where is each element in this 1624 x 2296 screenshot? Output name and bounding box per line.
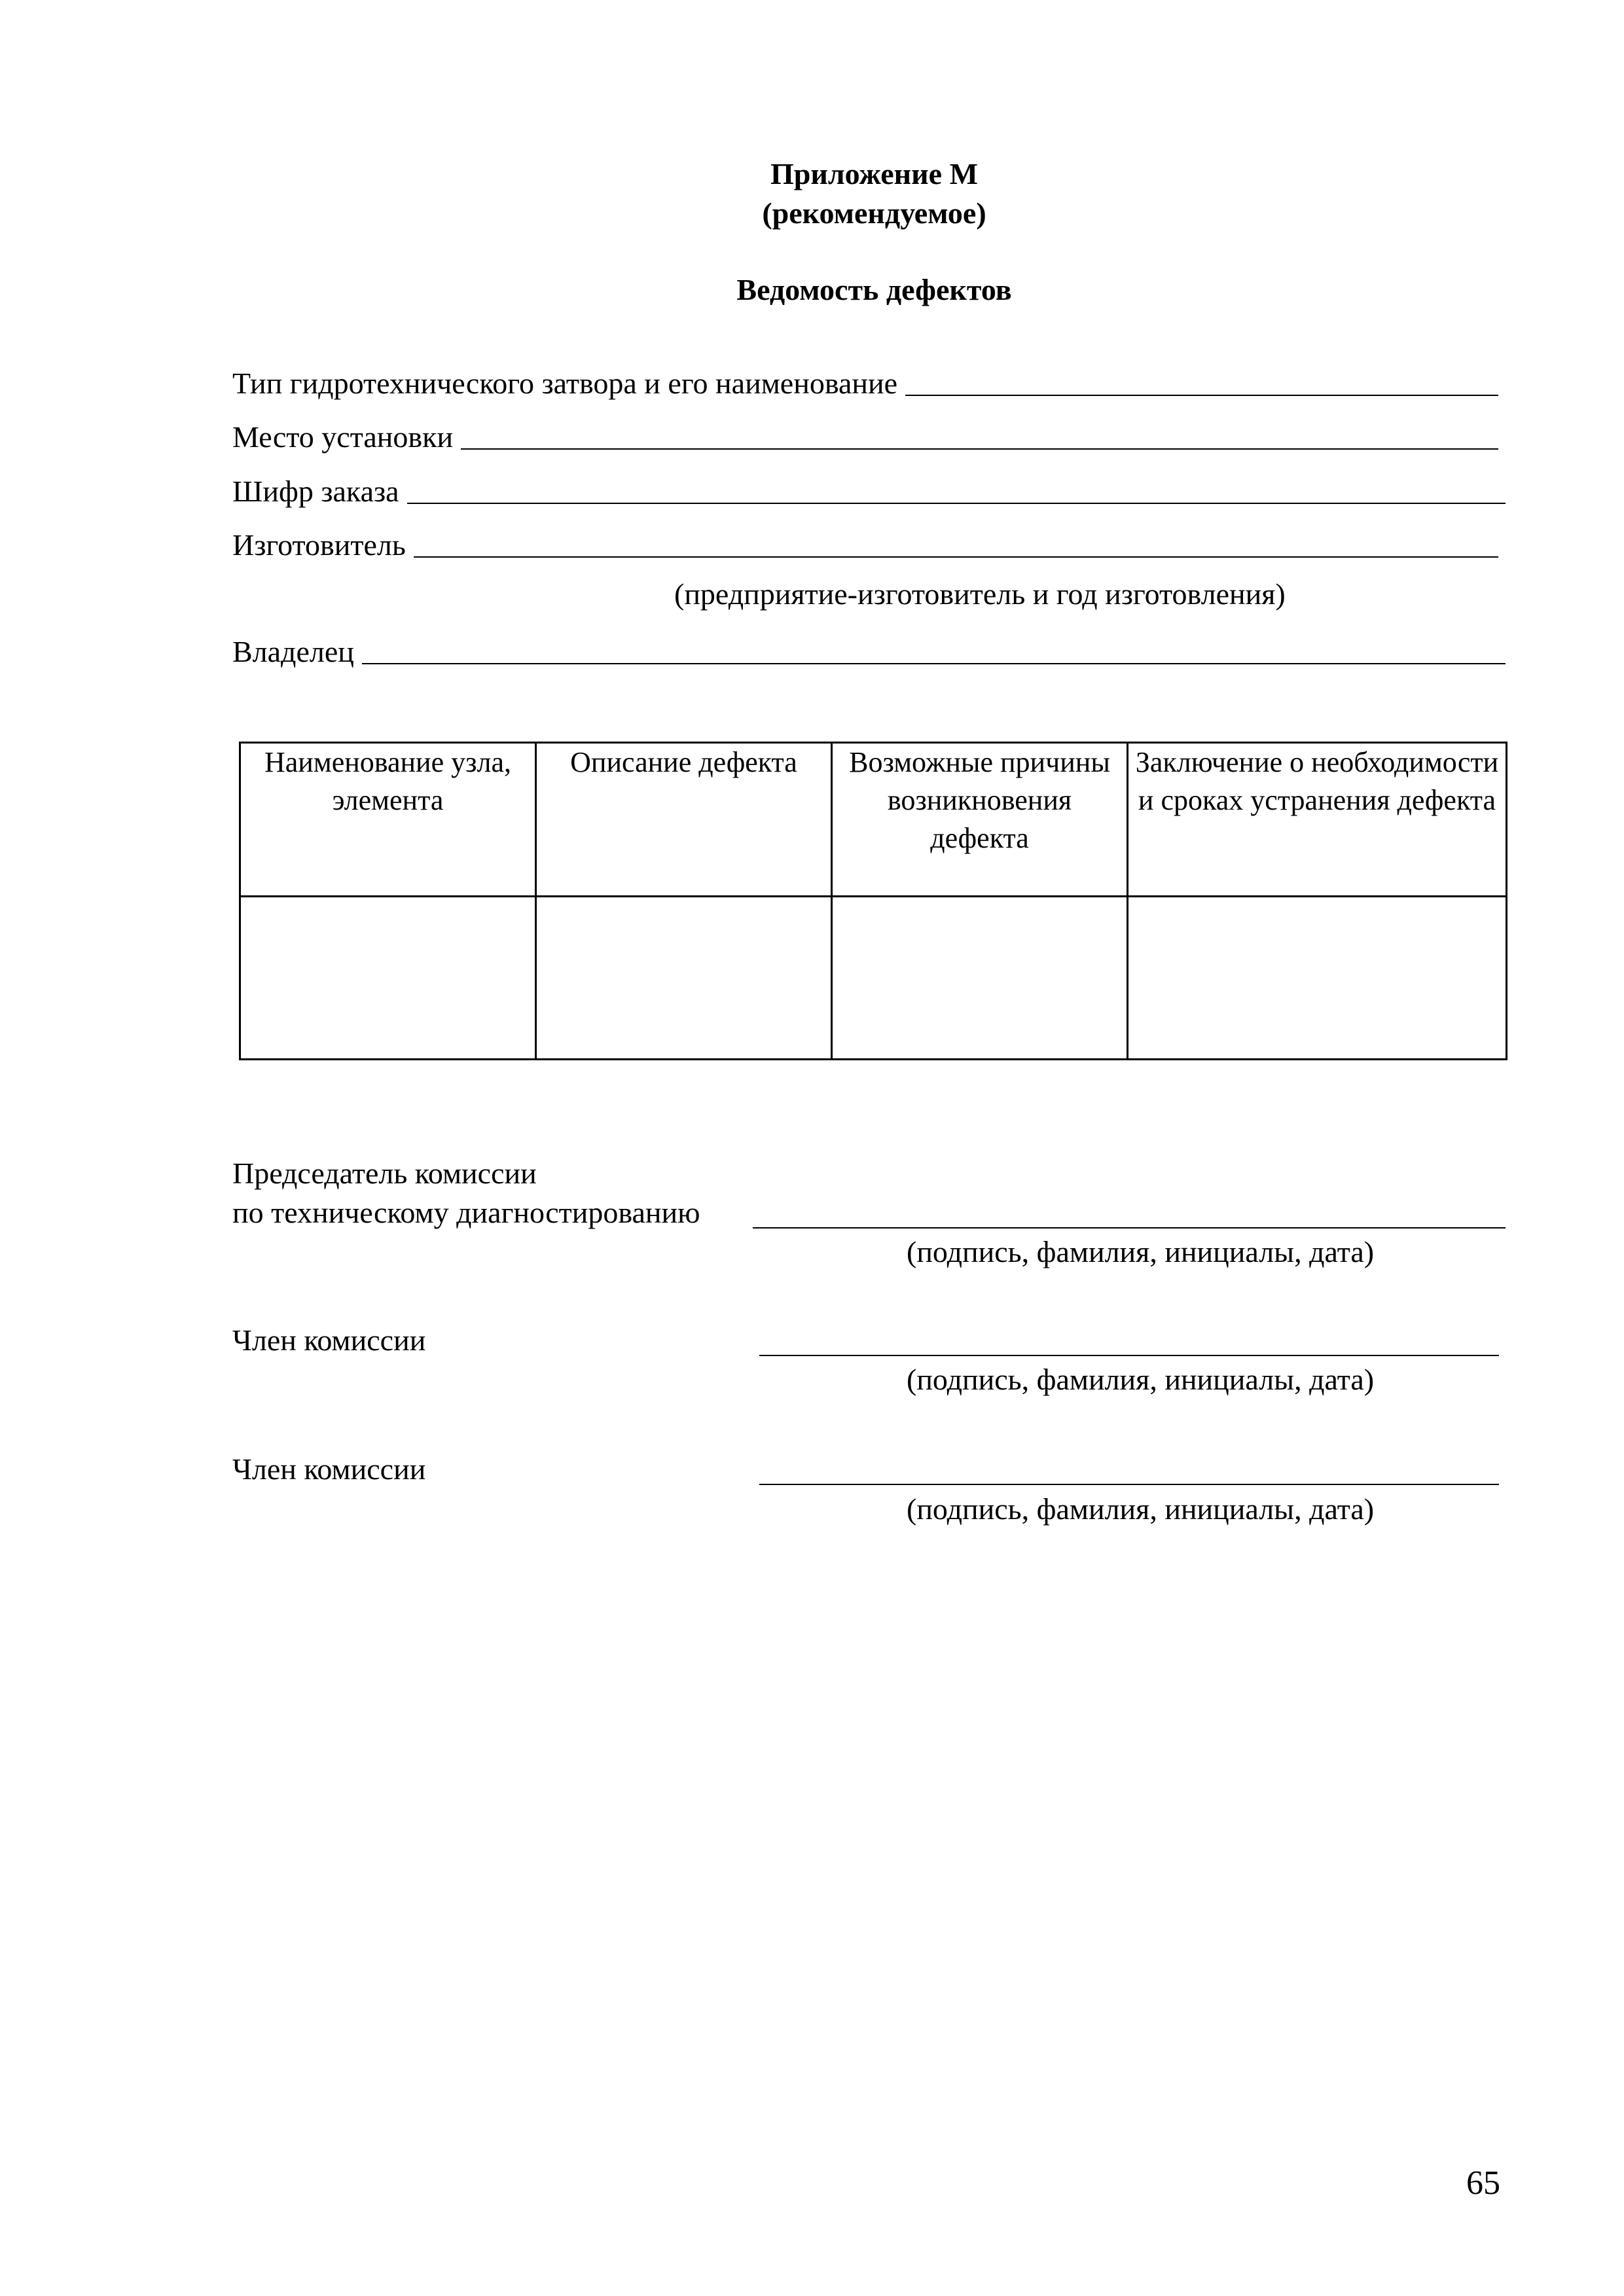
gate-type-label: Тип гидротехнического затвора и его наименование xyxy=(232,367,898,400)
table-header-row xyxy=(240,743,1507,897)
location-label: Место установки xyxy=(232,420,454,454)
manufacturer-field xyxy=(232,524,1498,560)
chair-signature-hint: (подпись, фамилия, инициалы, дата) xyxy=(907,1235,1375,1268)
chair-title-line2: по техническому диагностированию xyxy=(232,1196,700,1229)
member2-signature-hint: (подпись, фамилия, инициалы, дата) xyxy=(907,1492,1375,1526)
owner-label: Владелец xyxy=(232,635,354,668)
gate-type-blank-line[interactable] xyxy=(905,395,1498,396)
appendix-subtitle: (рекомендуемое) xyxy=(762,196,986,230)
member1-signature-hint: (подпись, фамилия, инициалы, дата) xyxy=(907,1363,1375,1396)
header-element-name: Наименование узла, элемента xyxy=(240,743,536,897)
chair-title-line1: Председатель комиссии xyxy=(232,1157,537,1190)
owner-field xyxy=(232,630,1506,667)
document-title: Ведомость дефектов xyxy=(736,273,1012,306)
header-defect-description: Описание дефекта xyxy=(536,743,832,897)
location-field xyxy=(232,416,1498,452)
chair-signature-line[interactable] xyxy=(753,1227,1506,1229)
member1-label: Член комиссии xyxy=(232,1323,426,1357)
member2-signature-line[interactable] xyxy=(759,1484,1499,1485)
location-blank-line[interactable] xyxy=(461,448,1498,450)
member1-signature-line[interactable] xyxy=(759,1355,1499,1356)
header-conclusion: Заключение о необходимости и сроках устранения дефекта xyxy=(1128,743,1507,897)
table-row xyxy=(240,897,1507,1060)
table-cell[interactable] xyxy=(832,897,1128,1060)
owner-blank-line[interactable] xyxy=(362,663,1506,664)
order-code-label: Шифр заказа xyxy=(232,475,399,508)
manufacturer-hint: (предприятие-изготовитель и год изготовления) xyxy=(674,577,1286,611)
table-cell[interactable] xyxy=(536,897,832,1060)
order-code-field xyxy=(232,470,1506,507)
table-cell[interactable] xyxy=(1128,897,1507,1060)
page-number: 65 xyxy=(1466,2164,1500,2202)
appendix-title: Приложение М xyxy=(770,157,979,190)
table-cell[interactable] xyxy=(240,897,536,1060)
order-code-blank-line[interactable] xyxy=(407,503,1506,504)
manufacturer-blank-line[interactable] xyxy=(414,556,1498,558)
member2-label: Член комиссии xyxy=(232,1452,426,1486)
gate-type-field xyxy=(232,362,1498,399)
manufacturer-label: Изготовитель xyxy=(232,528,406,562)
header-possible-causes: Возможные причины возникновения дефекта xyxy=(832,743,1128,897)
defects-table xyxy=(239,742,1507,1060)
